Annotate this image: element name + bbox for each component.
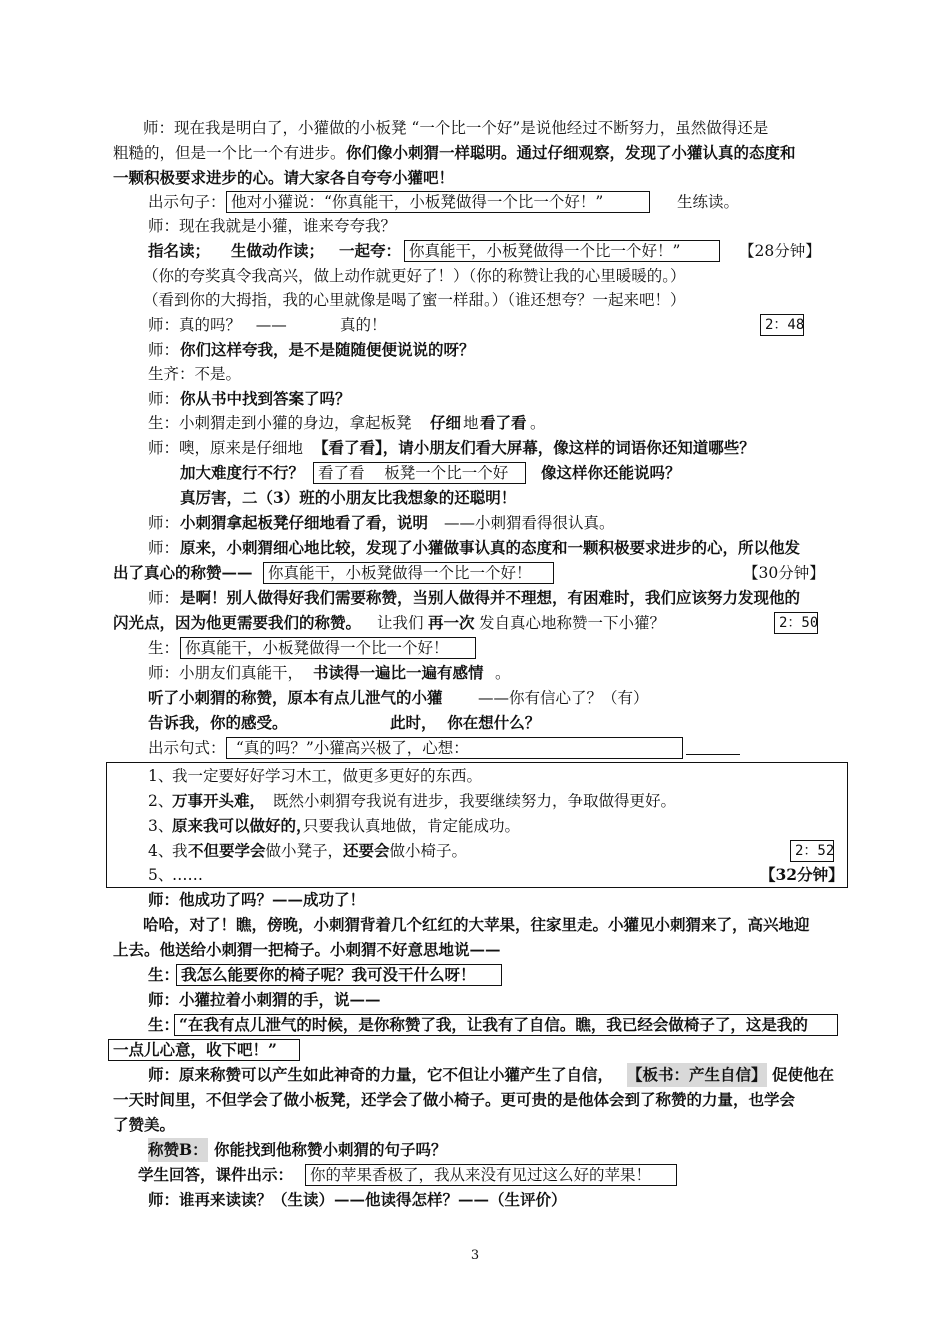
- paragraph-line: [0, 362, 950, 386]
- paragraph-line: [0, 411, 950, 435]
- text-bold: 生：: [148, 965, 180, 984]
- show-sentence-line: [0, 190, 950, 214]
- text: 师：真的吗？ ——: [148, 316, 287, 334]
- text-bold: 像这样你还能说吗？: [541, 463, 681, 482]
- paragraph-line: [0, 264, 950, 288]
- text-bold: 师：他成功了吗？——成功了！: [148, 890, 366, 909]
- time-box: 2：52: [790, 840, 834, 862]
- text-bold: 促使他在: [772, 1065, 835, 1084]
- sentence-box: 你真能干，小板凳做得一个比一个好！”: [404, 240, 720, 262]
- text: ——你有信心了？（有）: [478, 689, 649, 707]
- text: 只要我认真地做，肯定能成功。: [303, 817, 521, 835]
- text-bold: 一天时间里，不但学会了做小板凳，还学会了做小椅子。更可贵的是他体会到了称赞的力量，也学会: [113, 1090, 796, 1109]
- list-item: [0, 814, 950, 838]
- sentence-box: 他对小獾说：“你真能干，小板凳做得一个比一个好！”: [226, 191, 650, 213]
- paragraph-line: [0, 888, 950, 912]
- text-bold: 原来，小刺猬细心地比较，发现了小獾做事认真的态度和一颗积极要求进步的心，所以他发: [180, 538, 801, 557]
- text: 生练读。: [677, 193, 740, 211]
- text-bold: 上去。他送给小刺猬一把椅子。小刺猬不好意思地说——: [113, 940, 501, 959]
- time-box: 2：48: [760, 314, 804, 336]
- paragraph-line: [0, 711, 950, 735]
- paragraph-line: [0, 536, 950, 560]
- text: （你的夸奖真令我高兴，做上动作就更好了！）（你的称赞让我的心里暖暖的。）: [143, 267, 686, 285]
- paragraph-line: [0, 913, 950, 937]
- show-pattern-line: [0, 736, 950, 760]
- paragraph-line: [0, 1138, 950, 1162]
- paragraph-line: [0, 461, 950, 485]
- text: 师：: [148, 514, 180, 532]
- paragraph-line: [0, 636, 950, 660]
- paragraph-line: [0, 116, 950, 140]
- time-note: 【28分钟】: [739, 242, 821, 260]
- list-number: 3、: [148, 817, 174, 835]
- text-bold: 你们像小刺猬一样聪明。通过仔细观察，发现了小獾认真的态度和: [346, 143, 796, 162]
- text-bold: 一颗积极要求进步的心。请大家各自夸夸小獾吧！: [113, 168, 455, 187]
- text-bold: 真厉害，二（3）班的小朋友比我想象的还聪明！: [180, 488, 517, 507]
- list-item: [0, 764, 950, 788]
- text: 师：小朋友们真能干，: [148, 664, 304, 682]
- text: 师：: [148, 589, 180, 607]
- paragraph-line: [0, 988, 950, 1012]
- text: 我一定要好好学习木工，做更多更好的东西。: [172, 767, 483, 785]
- sentence-box: 你真能干，小板凳做得一个比一个好！: [263, 562, 554, 584]
- text: 师：: [148, 390, 180, 408]
- text: 师：: [148, 341, 180, 359]
- text: 师：噢，原来是仔细地: [148, 439, 304, 457]
- paragraph-line: [0, 511, 950, 535]
- paragraph-line: [0, 486, 950, 510]
- text-bold: 小刺猬拿起板凳仔细地看了看，说明: [180, 513, 429, 532]
- text: 我: [172, 842, 188, 860]
- paragraph-line: [0, 661, 950, 685]
- text: 。: [495, 664, 511, 682]
- paragraph-line: [0, 561, 950, 585]
- label: 出示句子：: [148, 193, 226, 211]
- sentence-box: “在我有点儿泄气的时候，是你称赞了我，让我有了自信。瞧，我已经会做椅子了，这是我的: [174, 1014, 838, 1036]
- text-bold: 再一次: [428, 613, 475, 632]
- label: 出示句式：: [148, 739, 226, 757]
- sentence-box: 你的苹果香极了，我从来没有见过这么好的苹果！: [305, 1164, 677, 1186]
- paragraph-line: [0, 1163, 950, 1187]
- text-bold: 不但要学会: [188, 841, 266, 860]
- list-item: [0, 789, 950, 813]
- text-bold: 出了真心的称赞——: [113, 563, 253, 582]
- text-bold: 还要会: [343, 841, 390, 860]
- text-bold: 一起夸：: [339, 241, 402, 260]
- text-bold: 你们这样夸我，是不是随随便便说说的呀？: [180, 340, 475, 359]
- list-number: 2、: [148, 792, 174, 810]
- paragraph-line: [0, 1188, 950, 1212]
- list-number: 4、: [148, 842, 174, 860]
- text-bold: 此时， 你在想什么？: [390, 713, 541, 732]
- text-bold: 万事开头难，: [172, 791, 266, 810]
- paragraph-line: [0, 288, 950, 312]
- paragraph-line: [0, 1088, 950, 1112]
- text-bold: 闪光点，因为他更需要我们的称赞。: [113, 613, 362, 632]
- text-bold: 仔细: [430, 413, 462, 432]
- text-bold: 哈哈，对了！瞧，傍晚，小刺猬背着几个红红的大苹果，往家里走。小獾见小刺猬来了，高兴地迎: [143, 915, 810, 934]
- time-note: 【32分钟】: [760, 865, 844, 884]
- text-bold: 生做动作读；: [231, 241, 325, 260]
- paragraph-line: [0, 313, 950, 337]
- paragraph-line: [0, 686, 950, 710]
- text: 生：小刺猬走到小獾的身边，拿起板凳: [148, 414, 412, 432]
- paragraph-line: [0, 1038, 950, 1062]
- text-bold: 师：原来称赞可以产生如此神奇的力量，它不但让小獾产生了自信，: [148, 1065, 614, 1084]
- list-number: 1、: [148, 767, 174, 785]
- text-bold: 指名读；: [148, 241, 211, 260]
- time-note: 【30分钟】: [743, 564, 825, 582]
- paragraph-line: [0, 611, 950, 635]
- text: 生齐：不是。: [148, 365, 242, 383]
- text-bold: 你从书中找到答案了吗？: [180, 389, 351, 408]
- sentence-box: 你真能干，小板凳做得一个比一个好！: [180, 637, 476, 659]
- list-item: [0, 839, 950, 863]
- text-bold: 学生回答，课件出示：: [138, 1165, 294, 1184]
- text: 生：: [148, 639, 180, 657]
- text-bold: 书读得一遍比一遍有感情: [313, 663, 484, 682]
- section-tag: 称赞B：: [148, 1138, 208, 1162]
- text-bold: 告诉我，你的感受。: [148, 713, 288, 732]
- page-number: 3: [470, 1248, 480, 1263]
- text: 师：: [148, 539, 180, 557]
- text: 师：现在我就是小獾，谁来夸夸我？: [148, 217, 397, 235]
- text: 让我们: [377, 614, 424, 632]
- paragraph-line: [0, 166, 950, 190]
- text: ——小刺猬看得很认真。: [444, 514, 615, 532]
- text-bold: 【看了看】，请小朋友们看大屏幕，像这样的词语你还知道哪些？: [313, 438, 755, 457]
- text: 。: [530, 414, 546, 432]
- paragraph-line: [0, 338, 950, 362]
- text-bold: 你能找到他称赞小刺猬的句子吗？: [214, 1140, 447, 1159]
- paragraph-line: [0, 938, 950, 962]
- pattern-box: “真的吗？”小獾高兴极了，心想：: [226, 737, 683, 759]
- text: ……: [172, 866, 203, 884]
- paragraph-line: [0, 436, 950, 460]
- list-item: [0, 863, 950, 887]
- text-bold: 师：小獾拉着小刺猬的手，说——: [148, 990, 381, 1009]
- paragraph-line: [0, 1063, 950, 1087]
- paragraph-line: [0, 1113, 950, 1137]
- time-box: 2：50: [774, 612, 818, 634]
- text-bold: 生：: [148, 1015, 180, 1034]
- paragraph-line: [0, 141, 950, 165]
- text: （看到你的大拇指，我的心里就像是喝了蜜一样甜。）（谁还想夸？一起来吧！）: [143, 291, 686, 309]
- text: 师：现在我是明白了，小獾做的小板凳 “一个比一个好”是说他经过不断努力，虽然做得还是: [143, 119, 769, 137]
- text-bold: 是啊！别人做得好我们需要称赞，当别人做得并不理想，有困难时，我们应该努力发现他的: [180, 588, 801, 607]
- text-bold: 加大难度行不行？: [180, 463, 305, 482]
- text: 真的！: [340, 316, 387, 334]
- paragraph-line: [0, 387, 950, 411]
- text-bold: 了赞美。: [113, 1115, 176, 1134]
- text-bold: 看了看: [480, 413, 527, 432]
- paragraph-line: [0, 1013, 950, 1037]
- list-number: 5、: [148, 866, 174, 884]
- paragraph-line: [0, 214, 950, 238]
- paragraph-line: [0, 239, 950, 263]
- text-bold: 原来我可以做好的，: [172, 816, 312, 835]
- board-writing-tag: 【板书：产生自信】: [627, 1063, 767, 1087]
- text: 发自真心地称赞一下小獾？: [479, 614, 666, 632]
- sentence-box: 我怎么能要你的椅子呢？我可没干什么呀！: [176, 964, 502, 986]
- paragraph-line: [0, 586, 950, 610]
- phrase-box: 看了看 板凳一个比一个好: [313, 462, 526, 484]
- sentence-box: 一点儿心意，收下吧！”: [108, 1039, 300, 1061]
- text: 地: [463, 414, 479, 432]
- text: 粗糙的，但是一个比一个有进步。: [113, 144, 346, 162]
- fill-blank-line: [686, 754, 740, 755]
- list4-rest: 不但要学会做小凳子，还要会做小椅子。: [188, 841, 468, 860]
- text: 既然小刺猬夸我说有进步，我要继续努力，争取做得更好。: [273, 792, 677, 810]
- text-bold: 师：谁再来读读？（生读）——他读得怎样？——（生评价）: [148, 1190, 567, 1209]
- paragraph-line: [0, 963, 950, 987]
- text-bold: 听了小刺猬的称赞，原本有点儿泄气的小獾: [148, 688, 443, 707]
